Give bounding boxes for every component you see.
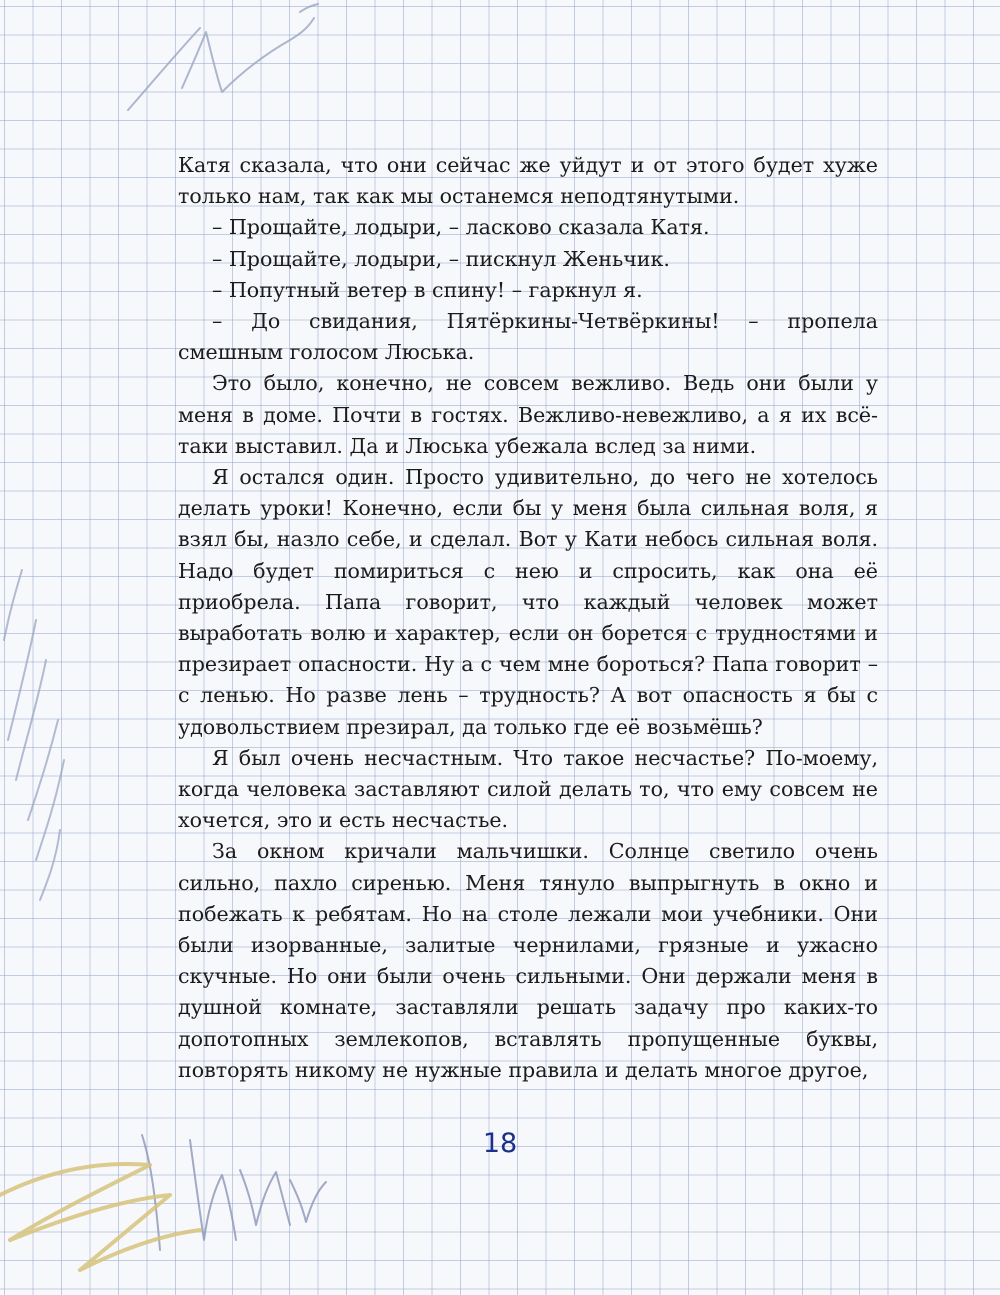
dialogue-line-zhenchik: – Прощайте, лодыри, – пискнул Женьчик.: [212, 246, 670, 271]
paragraph-left-alone: Я остался один. Просто удивительно, до чего не хотелось делать уроки! Конечно, если бы у меня была сильная воля, я взял бы, назло себе, и сделал. Вот у Кати небось сильная воля. Надо будет помириться с нею и спросить, как она её приобрела. Папа говорит, что каждый человек может выработать волю и характер, если он борется с трудностями и презирает опасности. Ну а с чем мне бороться? Папа говорит – с ленью. Но разве лень – трудность? А вот опасность я бы с удовольствием презирал, да только где её возьмёшь?: [178, 465, 878, 739]
pencil-scribble-left: [4, 570, 64, 900]
paragraph-katya-said: Катя сказала, что они сейчас же уйдут и от этого будет хуже только нам, так как мы останемся неподтянутыми.: [178, 153, 878, 209]
paragraph-not-polite: Это было, конечно, не совсем вежливо. Ведь они были у меня в доме. Почти в гостях. Вежливо-невежливо, а я их всё-таки выставил. Да и Люська убежала вслед за ними.: [178, 371, 878, 458]
page-number: 18: [482, 1128, 518, 1159]
paragraph-unhappy: Я был очень несчастным. Что такое несчастье? По-моему, когда человека заставляют силой делать то, что ему совсем не хочется, это и есть несчастье.: [178, 745, 878, 833]
dialogue-line-lyuska: – До свидания, Пятёркины-Четвёркины! – пропела смешным голосом Люська.: [178, 309, 878, 365]
paragraph-outside-window: За окном кричали мальчишки. Солнце светило очень сильно, пахло сиренью. Меня тянуло выпрыгнуть в окно и побежать к ребятам. Но на столе лежали мои учебники. Они были изорванные, залитые чернилами, грязные и ужасно скучные. Но они были очень сильными. Они держали меня в душной комнате, заставляли решать задачу про каких-то допотопных землекопов, вставлять пропущенные буквы, повторять никому не нужные правила и делать многое другое,: [178, 839, 878, 1082]
yellow-crayon-scribble: [0, 1164, 200, 1270]
dialogue-line-narrator: – Попутный ветер в спину! – гаркнул я.: [212, 277, 643, 302]
book-page-text: [178, 150, 878, 1086]
dialogue-line-katya: – Прощайте, лодыри, – ласково сказала Катя.: [212, 215, 710, 240]
pencil-scribble-top: [128, 4, 318, 110]
